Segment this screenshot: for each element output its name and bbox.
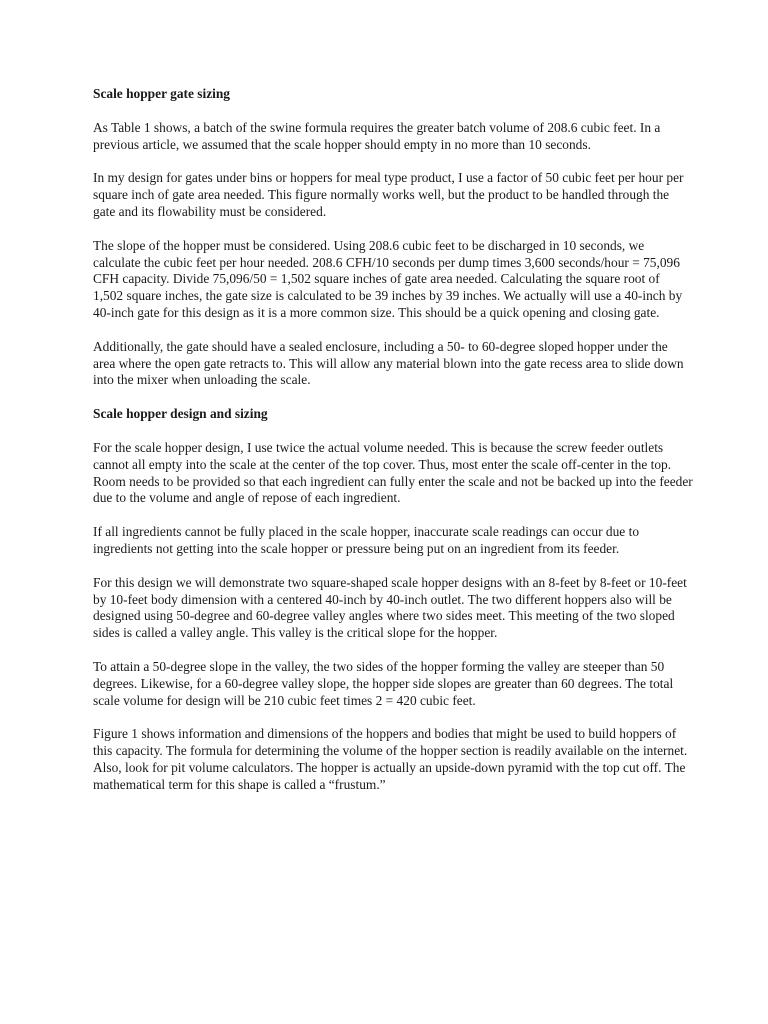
section-heading: Scale hopper design and sizing <box>93 406 268 422</box>
paragraph: For this design we will demonstrate two square-shaped scale hopper designs with an 8-feet by 8-feet or 10-feet by 10-feet body dimension with a centered 40-inch by 40-inch outlet. The two different hoppers also will be designed using 50-degree and 60-degree valley angles where two sides meet. This meeting of the two sloped sides is called a valley angle. This valley is the critical slope for the hopper. <box>93 574 687 641</box>
paragraph: Additionally, the gate should have a sealed enclosure, including a 50- to 60-degree sloped hopper under the area where the open gate retracts to. This will allow any material blown into the gate recess area to slide down into the mixer when unloading the scale. <box>93 338 684 388</box>
paragraph: As Table 1 shows, a batch of the swine formula requires the greater batch volume of 208.6 cubic feet. In a previous article, we assumed that the scale hopper should empty in no more than 10 seconds. <box>93 119 661 152</box>
paragraph: In my design for gates under bins or hoppers for meal type product, I use a factor of 50 cubic feet per hour per square inch of gate area needed. This figure normally works well, but the product to be handled through the gate and its flowability must be considered. <box>93 170 684 219</box>
paragraph: Figure 1 shows information and dimensions of the hoppers and bodies that might be used to build hoppers of this capacity. The formula for determining the volume of the hopper section is readily available on the internet. Also, look for pit volume calculators. The hopper is actually an upside-down pyramid with the top cut off. The mathematical term for this shape is called a “frustum.” <box>93 726 688 792</box>
paragraph: The slope of the hopper must be considered. Using 208.6 cubic feet to be discharged in 10 seconds, we calculate the cubic feet per hour needed. 208.6 CFH/10 seconds per dump times 3,600 seconds/hour = 75,096 CFH capacity. Divide 75,096/50 = 1,502 square inches of gate area needed. Calculating the square root of 1,502 square inches, the gate size is calculated to be 39 inches by 39 inches. We actually will use a 40-inch by 40-inch gate for this design as it is a more common size. This should be a quick opening and closing gate. <box>93 237 683 320</box>
section-heading: Scale hopper gate sizing <box>93 86 231 101</box>
section-hopper-design <box>93 406 693 793</box>
paragraph: For the scale hopper design, I use twice the actual volume needed. This is because the screw feeder outlets cannot all empty into the scale at the center of the top cover. Thus, most enter the scale off-center in the top. Room needs to be provided so that each ingredient can fully enter the scale and not be backed up into the feeder due to the volume and angle of repose of each ingredient. <box>93 439 693 506</box>
paragraph: If all ingredients cannot be fully placed in the scale hopper, inaccurate scale readings can occur due to ingredients not getting into the scale hopper or pressure being put on an ingredient from its feeder. <box>93 524 640 556</box>
document-body <box>93 86 693 811</box>
paragraph: To attain a 50-degree slope in the valley, the two sides of the hopper forming the valley are steeper than 50 degrees. Likewise, for a 60-degree valley slope, the hopper side slopes are greater than 60 degrees. The total scale volume for design will be 210 cubic feet times 2 = 420 cubic feet. <box>93 658 674 708</box>
section-gate-sizing <box>93 86 693 389</box>
